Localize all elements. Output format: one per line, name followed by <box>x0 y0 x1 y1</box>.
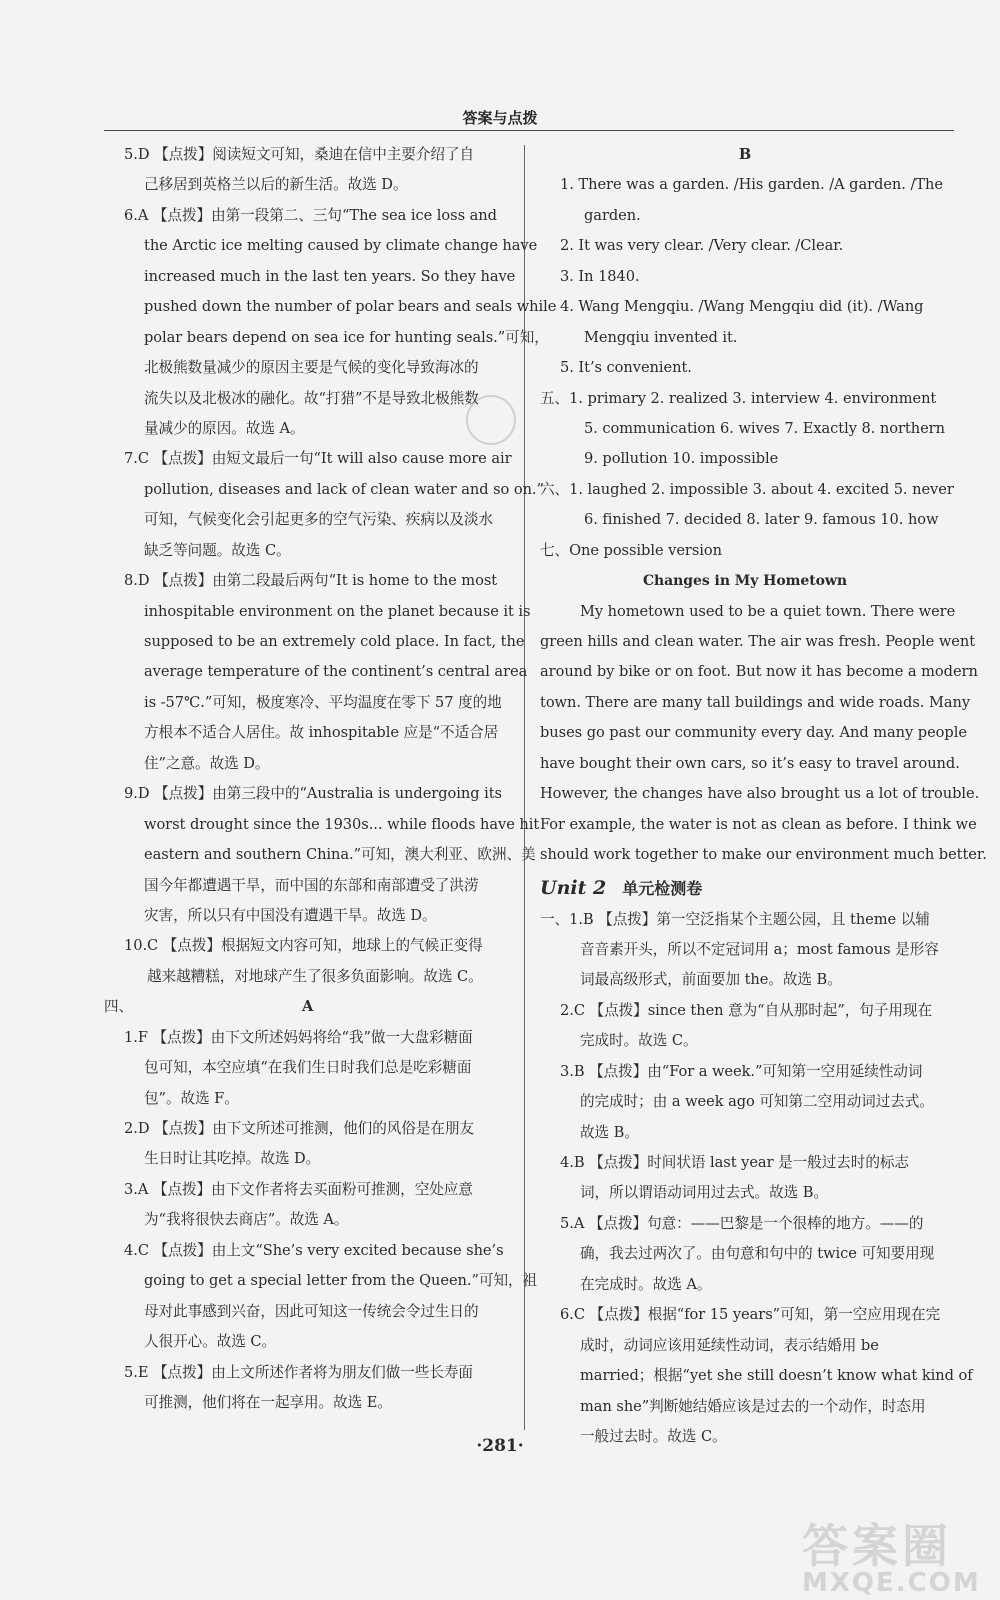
answer-line: Mengqiu invented it. <box>584 328 738 346</box>
section-four-label: 四、 <box>104 998 134 1016</box>
answer-line: 可知，气候变化会引起更多的空气污染、疾病以及淡水 <box>144 511 494 529</box>
answer-line: 2.C 【点拨】since then 意为“自从那时起”，句子用现在 <box>560 1001 932 1019</box>
answer-line: 确，我去过两次了。由句意和句中的 twice 可知要用现 <box>580 1245 935 1263</box>
answer-line: 母对此事感到兴奋，因此可知这一传统会令过生日的 <box>144 1302 479 1320</box>
watermark-logo <box>802 1510 982 1598</box>
essay-line: However, the changes have also brought us a lot of trouble. <box>540 785 980 803</box>
answer-line: 国今年都遭遇干旱，而中国的东部和南部遭受了洪涝 <box>144 876 479 894</box>
page-header-title: 答案与点拨 <box>462 109 538 127</box>
answer-line: 完成时。故选 C。 <box>580 1032 698 1050</box>
left-column <box>104 140 557 1418</box>
answer-line: 7.C 【点拨】由短文最后一句“It will also cause more air <box>124 450 512 468</box>
answer-line: polar bears depend on sea ice for hunting seals.”可知， <box>144 328 549 346</box>
essay-line: town. There are many tall buildings and wide roads. Many <box>540 693 971 711</box>
answer-line: 词，所以谓语动词用过去式。故选 B。 <box>580 1184 828 1202</box>
essay-title: Changes in My Hometown <box>642 573 848 590</box>
essay-line: should work together to make our environment much better. <box>540 846 987 864</box>
answer-line: 6.A 【点拨】由第一段第二、三句“The sea ice loss and <box>124 206 497 224</box>
answer-line: 9. pollution 10. impossible <box>584 450 779 468</box>
answer-line: eastern and southern China.”可知，澳大利亚、欧洲、美 <box>144 846 536 864</box>
page-number: ·281· <box>476 1436 524 1456</box>
answer-line: 包可知，本空应填“在我们生日时我们总是吃彩糖面 <box>144 1059 472 1077</box>
answer-line: 流失以及北极冰的融化。故“打猎”不是导致北极熊数 <box>144 389 479 407</box>
essay-line: green hills and clean water. The air was fresh. People went <box>540 633 976 650</box>
answer-line: 越来越糟糕，对地球产生了很多负面影响。故选 C。 <box>147 967 483 985</box>
essay-line: buses go past our community every day. And many people <box>540 724 967 742</box>
watermark-en: MXQE.COM <box>802 1568 981 1598</box>
answer-line: is -57℃.”可知，极度寒冷、平均温度在零下 57 度的地 <box>144 693 502 711</box>
answer-line: 北极熊数量减少的原因主要是气候的变化导致海冰的 <box>144 359 479 377</box>
answer-line: supposed to be an extremely cold place. In fact, the <box>144 633 525 650</box>
answer-line: 6.C 【点拨】根据“for 15 years”可知，第一空应用现在完 <box>560 1306 941 1324</box>
answer-line: 一般过去时。故选 C。 <box>580 1427 727 1445</box>
answer-line: married；根据“yet she still doesn’t know what kind of <box>580 1367 973 1385</box>
answer-line: 10.C 【点拨】根据短文内容可知，地球上的气候正变得 <box>124 937 483 955</box>
unit-label: Unit 2 <box>540 876 607 899</box>
answer-line: garden. <box>584 206 641 224</box>
answer-line: worst drought since the 1930s... while floods have hit <box>144 815 540 833</box>
section-b-heading: B <box>738 146 752 163</box>
answer-line: 一、1.B 【点拨】第一空泛指某个主题公园，且 theme 以辅 <box>540 910 930 928</box>
answer-line: pollution, diseases and lack of clean water and so on.” <box>144 480 544 498</box>
answer-line: 六、1. laughed 2. impossible 3. about 4. excited 5. never <box>540 480 954 498</box>
section-four-subheading: A <box>302 998 314 1016</box>
answer-line: man she”判断她结婚应该是过去的一个动作，时态用 <box>580 1397 926 1415</box>
essay-line: My hometown used to be a quiet town. There were <box>580 602 956 620</box>
answer-line: 8.D 【点拨】由第二段最后两句“It is home to the most <box>124 572 498 590</box>
answer-line: 3. In 1840. <box>560 267 640 285</box>
answer-line: 1.F 【点拨】由下文所述妈妈将给“我”做一大盘彩糖面 <box>124 1028 473 1046</box>
answer-line: 4.C 【点拨】由上文“She’s very excited because she’s <box>124 1241 504 1259</box>
watermark-cn: 答案圈 <box>802 1519 952 1573</box>
answer-line: 己移居到英格兰以后的新生活。故选 D。 <box>144 176 408 194</box>
answer-line: 2. It was very clear. /Very clear. /Clear. <box>560 237 844 255</box>
answer-line: 词最高级形式，前面要加 the。故选 B。 <box>580 971 842 989</box>
answer-line: 五、1. primary 2. realized 3. interview 4. environment <box>540 389 937 407</box>
section-four-heading <box>104 992 514 1022</box>
answer-line: the Arctic ice melting caused by climate change have <box>144 237 538 255</box>
answer-line: 5. communication 6. wives 7. Exactly 8. northern <box>584 419 945 437</box>
answer-line: 可推测，他们将在一起享用。故选 E。 <box>144 1393 392 1411</box>
answer-line: 5.A 【点拨】句意：——巴黎是一个很棒的地方。——的 <box>560 1214 924 1232</box>
essay-line: have bought their own cars, so it’s easy to travel around. <box>540 754 960 772</box>
answer-line: 住”之意。故选 D。 <box>144 754 270 772</box>
answer-line: 方根本不适合人居住。故 inhospitable 应是“不适合居 <box>144 724 499 742</box>
answer-line: 1. There was a garden. /His garden. /A garden. /The <box>560 176 943 194</box>
essay-line: around by bike or on foot. But now it has become a modern <box>540 663 978 681</box>
answer-line: 3.A 【点拨】由下文作者将去买面粉可推测，空处应意 <box>124 1180 473 1198</box>
answer-line: inhospitable environment on the planet because it is <box>144 602 531 620</box>
answer-line: 9.D 【点拨】由第三段中的“Australia is undergoing its <box>124 785 502 803</box>
answer-line: 量减少的原因。故选 A。 <box>144 419 305 437</box>
header-rule <box>104 130 954 131</box>
answer-line: 在完成时。故选 A。 <box>580 1275 712 1293</box>
answer-line: 3.B 【点拨】由“For a week.”可知第一空用延续性动词 <box>560 1062 923 1080</box>
unit-heading <box>540 871 950 905</box>
answer-line: 缺乏等问题。故选 C。 <box>144 541 291 559</box>
answer-line: 5.E 【点拨】由上文所述作者将为朋友们做一些长寿面 <box>124 1363 473 1381</box>
answer-line: 的完成时；由 a week ago 可知第二空用动词过去式。 <box>580 1093 934 1111</box>
answer-line: 4. Wang Mengqiu. /Wang Mengqiu did (it). /Wang <box>560 298 924 316</box>
answer-line: 包”。故选 F。 <box>144 1089 239 1107</box>
answer-line: going to get a special letter from the Queen.”可知，祖 <box>144 1272 538 1290</box>
right-column <box>540 140 987 1452</box>
answer-line: 6. finished 7. decided 8. later 9. famous 10. how <box>584 511 939 529</box>
answer-line: 为“我将很快去商店”。故选 A。 <box>144 1211 349 1229</box>
answer-line: 4.B 【点拨】时间状语 last year 是一般过去时的标志 <box>560 1154 909 1171</box>
answer-line: average temperature of the continent’s central area <box>144 663 528 681</box>
answer-line: pushed down the number of polar bears and seals while <box>144 298 557 316</box>
answer-line: 生日时让其吃掉。故选 D。 <box>144 1150 321 1168</box>
answer-line: increased much in the last ten years. So they have <box>144 267 516 285</box>
answer-line: 5. It’s convenient. <box>560 359 692 377</box>
answer-line: 人很开心。故选 C。 <box>144 1333 277 1351</box>
answer-line: 音音素开头，所以不定冠词用 a；most famous 是形容 <box>580 940 939 958</box>
answer-line: 成时，动词应该用延续性动词，表示结婚用 be <box>580 1336 879 1354</box>
answer-line: 灾害，所以只有中国没有遭遇干旱。故选 D。 <box>144 906 437 924</box>
answer-line: 2.D 【点拨】由下文所述可推测，他们的风俗是在朋友 <box>124 1120 475 1137</box>
answer-line: 5.D 【点拨】阅读短文可知，桑迪在信中主要介绍了自 <box>124 146 475 163</box>
answer-line: 故选 B。 <box>580 1123 639 1141</box>
essay-line: For example, the water is not as clean as before. I think we <box>540 815 977 833</box>
unit-title: 单元检测卷 <box>622 878 703 898</box>
answer-line: 七、One possible version <box>540 541 722 559</box>
